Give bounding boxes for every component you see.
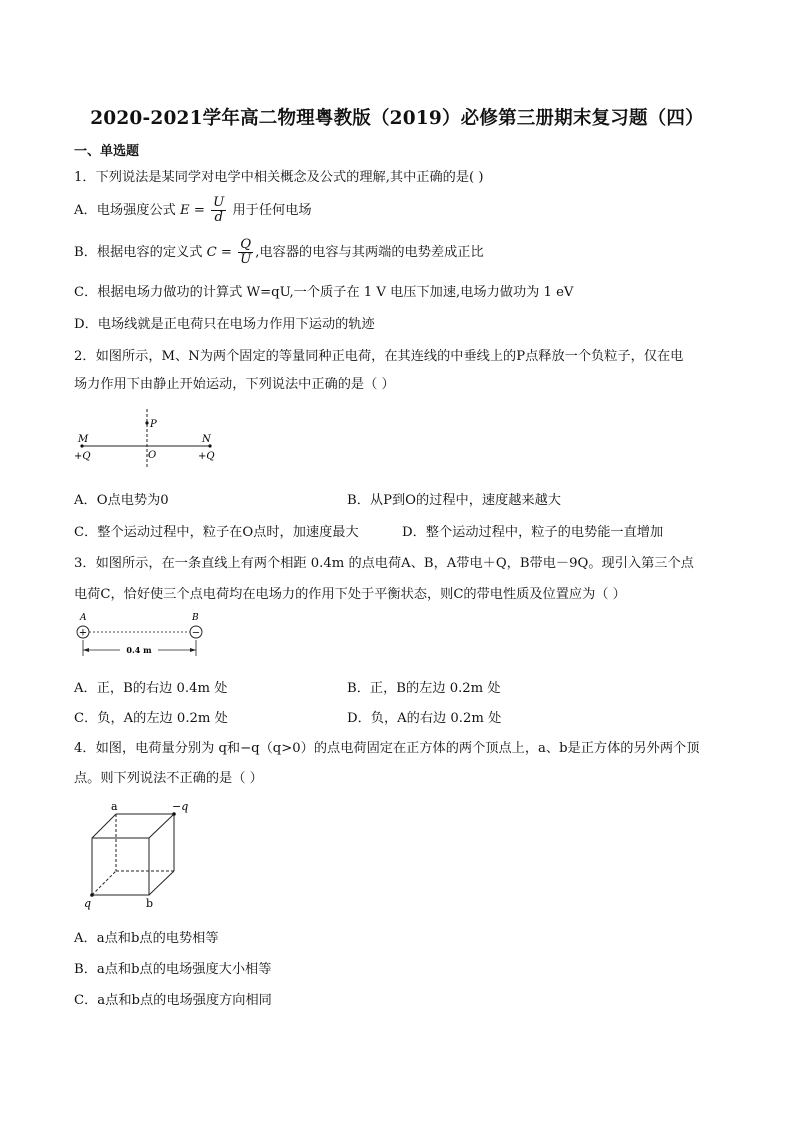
q3-label-a: A <box>80 613 87 623</box>
q3-arrow-left <box>83 648 89 652</box>
q4-label-nq: −q <box>172 800 189 813</box>
q1-option-b-numerator: Q <box>238 238 253 253</box>
q4-label-b: b <box>146 897 154 910</box>
q1-option-a-prefix: A．电场强度公式 <box>74 203 176 218</box>
q1-option-b-fraction <box>238 238 253 267</box>
q3-option-a: A．正，B的右边 0.4m 处 <box>74 681 228 696</box>
q1-option-b-prefix: B．根据电容的定义式 <box>74 245 203 260</box>
q2-option-d: D．整个运动过程中，粒子的电势能一直增加 <box>402 525 664 540</box>
q1-option-b-denominator: U <box>240 252 252 267</box>
q4-option-b: B．a点和b点的电场强度大小相等 <box>74 962 272 977</box>
q3-option-d: D．负，A的右边 0.2m 处 <box>347 711 502 726</box>
q1-option-d: D．电场线就是正电荷只在电场力作用下运动的轨迹 <box>74 317 375 332</box>
q2-label-n: N <box>202 434 211 445</box>
q4-cube-edge-bottom-right <box>149 871 174 895</box>
q1-option-a-suffix: 用于任何电场 <box>232 203 312 218</box>
q3-option-b: B．正，B的左边 0.2m 处 <box>347 681 501 696</box>
q1-option-a-fraction <box>211 196 226 225</box>
q1-option-b: B．根据电容的定义式 C = $\frac{Q}{U}$ ,电容器的电容与其两端的电势差成正比 <box>74 237 484 267</box>
q4-cube-figure <box>80 800 190 912</box>
q1-option-a-numerator: U <box>213 195 225 210</box>
q4-stem-line2: 点。则下列说法不正确的是（ ） <box>74 771 263 786</box>
q2-option-b: B．从P到O的过程中，速度越来越大 <box>347 493 561 508</box>
q2-label-p: P <box>150 419 157 430</box>
q1-option-b-suffix: ,电容器的电容与其两端的电势差成正比 <box>255 245 484 260</box>
q4-label-a: a <box>111 800 118 813</box>
q2-option-a: A．O点电势为0 <box>74 493 169 508</box>
q1-option-a: A．电场强度公式 E = $\frac{U}{d}$ 用于任何电场 <box>74 195 312 225</box>
q4-option-a: A．a点和b点的电势相等 <box>74 931 219 946</box>
q2-label-qn: +Q <box>198 451 215 462</box>
q1-option-a-lhs: E <box>180 203 190 218</box>
q3-stem-line1: 3．如图所示，在一条直线上有两个相距 0.4m 的点电荷A、B，A带电＋Q，B带电－9Q。现引入第三个点 <box>74 556 694 571</box>
q1-option-b-lhs: C <box>206 245 217 260</box>
q4-label-q: q <box>84 897 92 910</box>
q2-option-c: C．整个运动过程中，粒子在O点时，加速度最大 <box>74 525 359 540</box>
q3-stem-line2: 电荷C，恰好使三个点电荷均在电场力的作用下处于平衡状态，则C的带电性质及位置应为（ ） <box>74 587 626 602</box>
q3-distance-label: 0.4 m <box>126 645 152 655</box>
q2-label-m: M <box>78 434 89 445</box>
q4-cube-edge-top-left <box>92 814 116 838</box>
q3-arrow-right <box>190 648 196 652</box>
q4-option-c: C．a点和b点的电场强度方向相同 <box>74 993 272 1008</box>
q3-charge-a-sign: + <box>78 627 88 639</box>
q2-label-o: O <box>148 450 157 461</box>
section-heading: 一、单选题 <box>74 144 140 159</box>
q2-charges-figure <box>70 405 230 467</box>
q4-cube-hidden-diagonal <box>92 871 116 895</box>
q2-point-p-dot <box>145 421 148 424</box>
q4-cube-edge-top-right <box>149 814 174 838</box>
q4-stem-line1: 4．如图，电荷量分别为 q和−q（q>0）的点电荷固定在正方体的两个顶点上，a、b是正方体的另外两个顶 <box>74 741 700 756</box>
q3-option-c: C．负，A的左边 0.2m 处 <box>74 711 228 726</box>
q1-stem: 1．下列说法是某同学对电学中相关概念及公式的理解,其中正确的是( ) <box>74 170 484 185</box>
q1-option-a-denominator: d <box>214 210 223 225</box>
q2-label-qm: +Q <box>74 451 91 462</box>
q1-option-c: C．根据电场力做功的计算式 W=qU,一个质子在 1 V 电压下加速,电场力做功为 1 eV <box>74 285 574 300</box>
q2-stem-line2: 场力作用下由静止开始运动，下列说法中正确的是（ ） <box>74 377 395 392</box>
page-title: 2020-2021学年高二物理粤教版（2019）必修第三册期末复习题（四） <box>90 108 704 129</box>
q3-charge-b-sign: − <box>191 627 201 639</box>
q3-label-b: B <box>192 613 199 623</box>
q2-stem-line1: 2．如图所示，M、N为两个固定的等量同种正电荷，在其连线的中垂线上的P点释放一个负粒子，仅在电 <box>74 349 684 364</box>
q3-charges-figure <box>70 610 220 660</box>
